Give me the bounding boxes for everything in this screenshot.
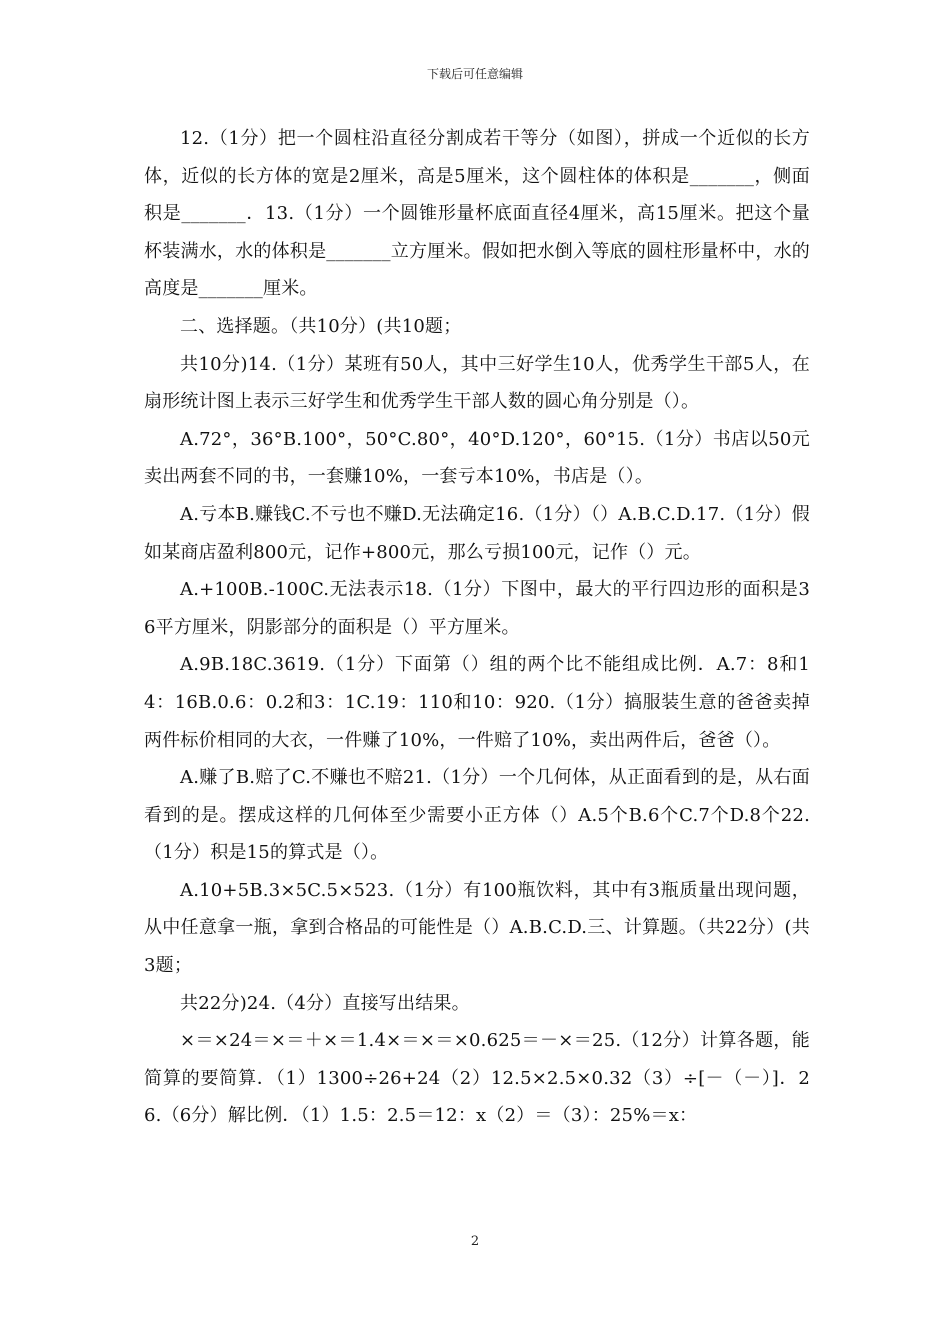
paragraph-q14-options-q15: A.72°，36°B.100°，50°C.80°，40°D.120°，60°15.（1分）书店以50元卖出两套不同的书，一套赚10%，一套亏本10%，书店是（）。 xyxy=(144,428,810,488)
paragraph-q20-options-q21-q22: A.赚了B.赔了C.不赚也不赔21.（1分）一个几何体，从正面看到的是，从右面看到的是。摆成这样的几何体至少需要小正方体（）A.5个B.6个C.7个D.8个22.（1分）积是15的算式是（）。 xyxy=(144,767,810,864)
document-body xyxy=(144,120,810,1135)
paragraph-q12-q13: 12.（1分）把一个圆柱沿直径分割成若干等分（如图），拼成一个近似的长方体，近似的长方体的宽是2厘米，高是5厘米，这个圆柱体的体积是_______，侧面积是_______．13.（1分）一个圆锥形量杯底面直径4厘米，高15厘米。把这个量杯装满水，水的体积是_______立方厘米。假如把水倒入等底的圆柱形量杯中，水的高度是_______厘米。 xyxy=(144,128,810,300)
paragraph-q18-options-q19-q20: A.9B.18C.3619.（1分）下面第（）组的两个比不能组成比例．A.7：8和14：16B.0.6：0.2和3：1C.19：110和10：920.（1分）搞服装生意的爸爸卖掉两件标价相同的大衣，一件赚了10%，一件赔了10%，卖出两件后，爸爸（）。 xyxy=(144,654,810,751)
paragraph-q15-options-q16-q17: A.亏本B.赚钱C.不亏也不赚D.无法确定16.（1分）（）A.B.C.D.17.（1分）假如某商店盈利800元，记作+800元，那么亏损100元，记作（）元。 xyxy=(144,503,810,563)
page-number: 2 xyxy=(470,1234,480,1249)
page-header: 下载后可任意编辑 xyxy=(426,67,523,81)
paragraph-q14: 共10分)14.（1分）某班有50人，其中三好学生10人，优秀学生干部5人，在扇形统计图上表示三好学生和优秀学生干部人数的圆心角分别是（）。 xyxy=(144,353,810,413)
paragraph-q17-options-q18: A.+100B.-100C.无法表示18.（1分）下图中，最大的平行四边形的面积是36平方厘米，阴影部分的面积是（）平方厘米。 xyxy=(144,579,810,638)
section-heading-choice: 二、选择题。（共10分）(共10题； xyxy=(180,315,462,337)
paragraph-q24-q25-q26: ×＝×24＝×＝＋×＝1.4×＝×＝×0.625＝－×＝25.（12分）计算各题，能简算的要简算．（1）1300÷26+24（2）12.5×2.5×0.32（3）÷[－（－）]．26.（6分）解比例．（1）1.5：2.5＝12：x（2）＝（3）：25%＝x： xyxy=(144,1030,810,1127)
paragraph-q24: 共22分)24.（4分）直接写出结果。 xyxy=(180,992,470,1014)
paragraph-q22-options-q23-section3: A.10+5B.3×5C.5×523.（1分）有100瓶饮料，其中有3瓶质量出现问题，从中任意拿一瓶，拿到合格品的可能性是（）A.B.C.D.三、计算题。（共22分）(共3题； xyxy=(144,879,810,977)
